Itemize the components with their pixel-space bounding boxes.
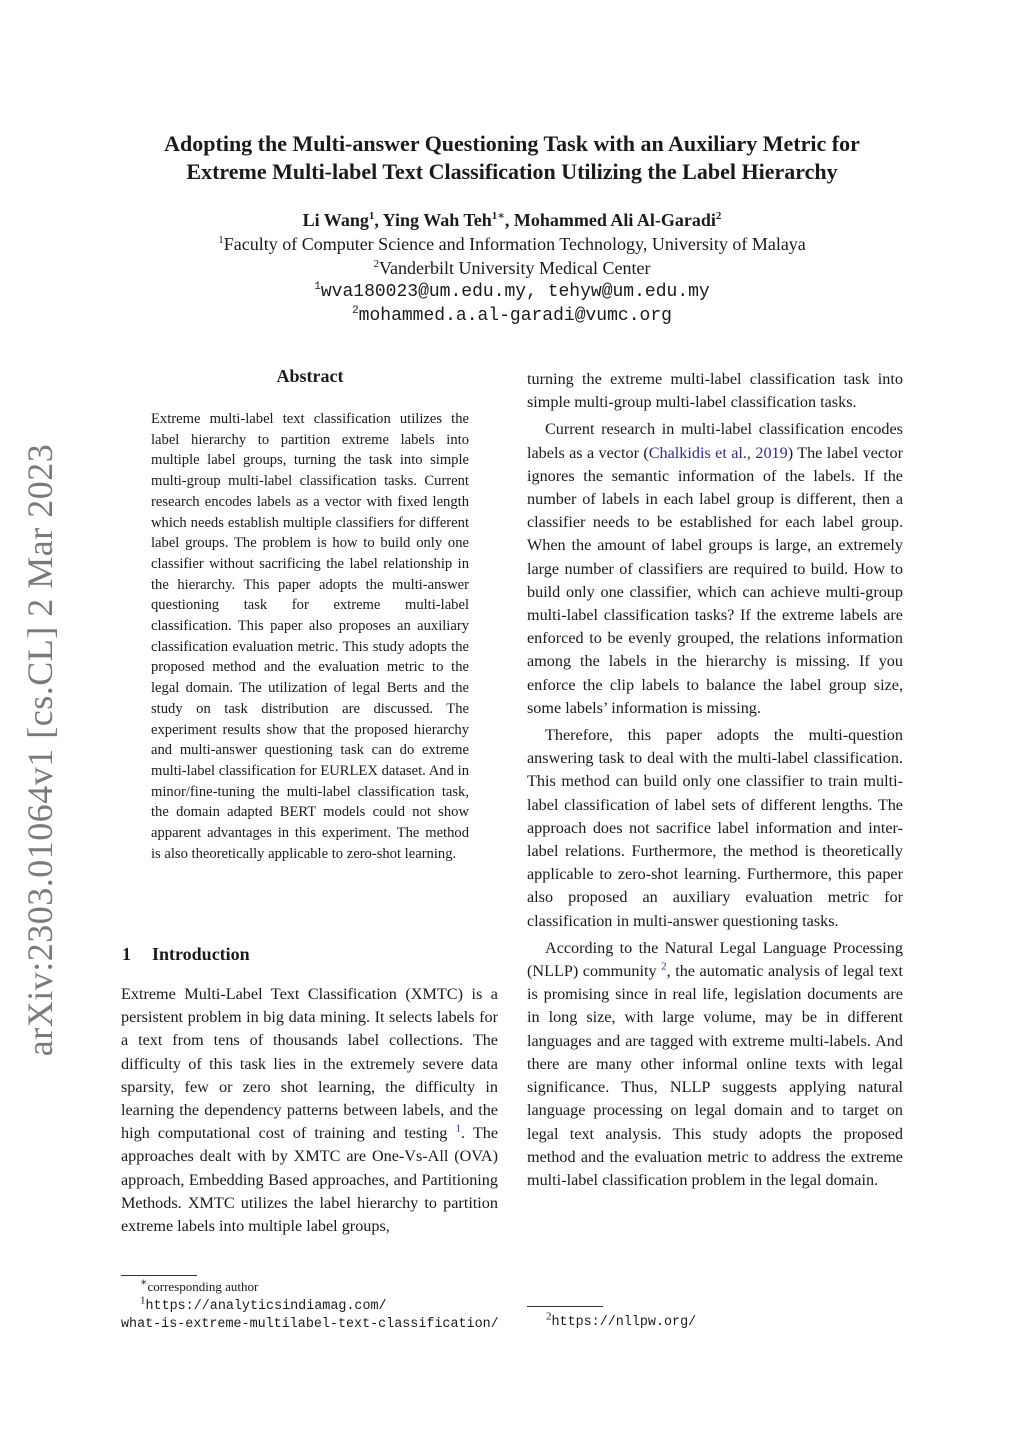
paper-title (100, 130, 924, 186)
footnote-mark: ∗ (140, 1276, 148, 1289)
affiliation-2-text: Vanderbilt University Medical Center (379, 258, 651, 278)
author-ying-wah-teh: Ying Wah Teh (382, 210, 492, 230)
author-separator: , (504, 210, 514, 230)
footnote-corresponding (140, 1278, 258, 1295)
author-sup: 1 (368, 210, 375, 222)
section-heading (122, 944, 250, 965)
right-paragraph-3: Therefore, this paper adopts the multi-question answering task to deal with the multi-label classification. This method can build only one classifier to train multi-label classification of label sets of different lengths. The approach does not sacrifice label information and inter-label relations. Furthermore, the method is theoretically applicable to zero-shot learning. Furthermore, this paper also proposed an auxiliary evaluation metric for classification in multi-answer questioning tasks. (527, 726, 903, 930)
intro-text: Extreme Multi-Label Text Classification (XMTC) is a persistent problem in big data mining. It selects labels for a text from tens of thousands label collections. The difficulty of this task lies in the extremely severe data sparsity, few or zero shot learning, the difficulty in learning the dependency patterns between labels, and the high computational cost of training and testing (121, 985, 498, 1143)
author-separator: , (374, 210, 383, 230)
section-number: 1 (122, 944, 131, 964)
intro-paragraph-1 (121, 983, 498, 1238)
right-paragraph-2 (527, 418, 903, 720)
email-line-1 (100, 280, 924, 304)
arxiv-stamp (8, 443, 72, 1057)
author-block (100, 208, 924, 328)
footnote-rule-left (121, 1275, 197, 1276)
author-mohammed-al-garadi: Mohammed Ali Al-Garadi (513, 210, 716, 230)
affiliation-sup: 1 (218, 234, 224, 246)
title-line-2: Extreme Multi-label Text Classification Utilizing the Label Hierarchy (186, 159, 838, 184)
footnote-mark: 1 (140, 1294, 146, 1307)
footnote-mark: 2 (546, 1310, 552, 1323)
email-sup: 2 (352, 305, 359, 317)
right-paragraph-4 (527, 937, 903, 1192)
footnote-rule-right (527, 1306, 603, 1307)
email-line-2 (100, 304, 924, 328)
intro-left-column (121, 983, 498, 1238)
abstract-heading: Abstract (276, 366, 344, 386)
abstract-body: Extreme multi-label text classification utilizes the label hierarchy to partition extreme labels into multiple label groups, turning the task into simple multi-group multi-label classification tasks. Current research encodes labels as a vector with fixed length which needs establish multiple classifiers for different label groups. The problem is how to build only one classifier without sacrificing the label relationship in the hierarchy. This paper adopts the multi-answer questioning task for extreme multi-label classification. This paper also proposes an auxiliary classification evaluation metric. This study adopts the proposed method and the evaluation metric to the legal domain. The utilization of legal Berts and the study on task distribution are discussed. The experiment results show that the proposed hierarchy and multi-answer questioning task can do extreme multi-label classification for EURLEX dataset. And in minor/fine-tuning the multi-label classification task, the domain adapted BERT models could not show apparent advantages in this experiment. The method is also theoretically applicable to zero-shot learning. (151, 411, 469, 862)
arxiv-stamp-text: arXiv:2303.01064v1 [cs.CL] 2 Mar 2023 (20, 443, 60, 1057)
footnote-2 (546, 1312, 696, 1331)
footnote-1 (140, 1296, 387, 1315)
author-sup: 1∗ (491, 210, 505, 222)
right-column (527, 368, 903, 1192)
email-2-text[interactable]: mohammed.a.al-garadi@vumc.org (358, 306, 672, 326)
footnote-corresponding-text: corresponding author (147, 1279, 259, 1294)
affiliation-1 (100, 232, 924, 256)
section-title: Introduction (152, 944, 250, 964)
paragraph-text: , the automatic analysis of legal text is promising since in real life, legislation documents are in long size, with large volume, may be in different languages and are tagged with extreme multi-labels. And there are many other informal online texts with legal significance. Thus, NLLP suggests applying natural language processing on legal domain and to target on legal text analysis. This study adopts the proposed method and the evaluation metric to address the extreme multi-label classification problem in the legal domain. (527, 962, 903, 1189)
affiliation-2 (100, 256, 924, 280)
author-li-wang: Li Wang (302, 210, 369, 230)
email-sup: 1 (314, 281, 321, 293)
paragraph-text: ) The label vector ignores the semantic information of the labels. If the number of labels in each label group is different, then a classifier needs to be established for each label group. When the amount of label groups is large, an extremely large number of classifiers are required to build. How to build only one classifier, which can achieve multi-group multi-label classification tasks? If the extreme labels are enforced to be evenly grouped, the relations information among the labels in the hierarchy is missing. If you enforce the clip labels to balance the label group size, some labels’ information is missing. (527, 443, 904, 717)
footnote-1-url-cont[interactable]: what-is-extreme-multilabel-text-classification/ (121, 1317, 499, 1332)
right-paragraph-1: turning the extreme multi-label classification task into simple multi-group multi-label classification tasks. (527, 370, 903, 412)
intro-text: . The approaches dealt with by XMTC are One-Vs-All (OVA) approach, Embedding Based approaches, and Partitioning Methods. XMTC utilizes the label hierarchy to partition extreme labels into multiple label groups, (121, 1124, 498, 1236)
citation-link[interactable]: Chalkidis et al., 2019 (648, 443, 788, 462)
email-1-text[interactable]: wva180023@um.edu.my, tehyw@um.edu.my (320, 282, 710, 302)
author-names (100, 208, 924, 232)
footnote-1-url[interactable]: https://analyticsindiamag.com/ (145, 1299, 387, 1314)
title-line-1: Adopting the Multi-answer Questioning Task with an Auxiliary Metric for (164, 131, 860, 156)
paragraph-text: Current research in multi-label classification encodes labels as a vector ( (527, 420, 903, 462)
paragraph-text: According to the Natural Legal Language Processing (NLLP) community (527, 938, 903, 981)
affiliation-1-text: Faculty of Computer Science and Information Technology, University of Malaya (223, 234, 806, 254)
footnote-1-cont (121, 1314, 499, 1333)
affiliation-sup: 2 (373, 258, 380, 270)
footnote-ref-2[interactable]: 2 (661, 960, 667, 973)
footnote-ref-1[interactable]: 1 (455, 1122, 461, 1135)
author-sup: 2 (715, 210, 722, 222)
footnote-2-url[interactable]: https://nllpw.org/ (551, 1315, 697, 1330)
